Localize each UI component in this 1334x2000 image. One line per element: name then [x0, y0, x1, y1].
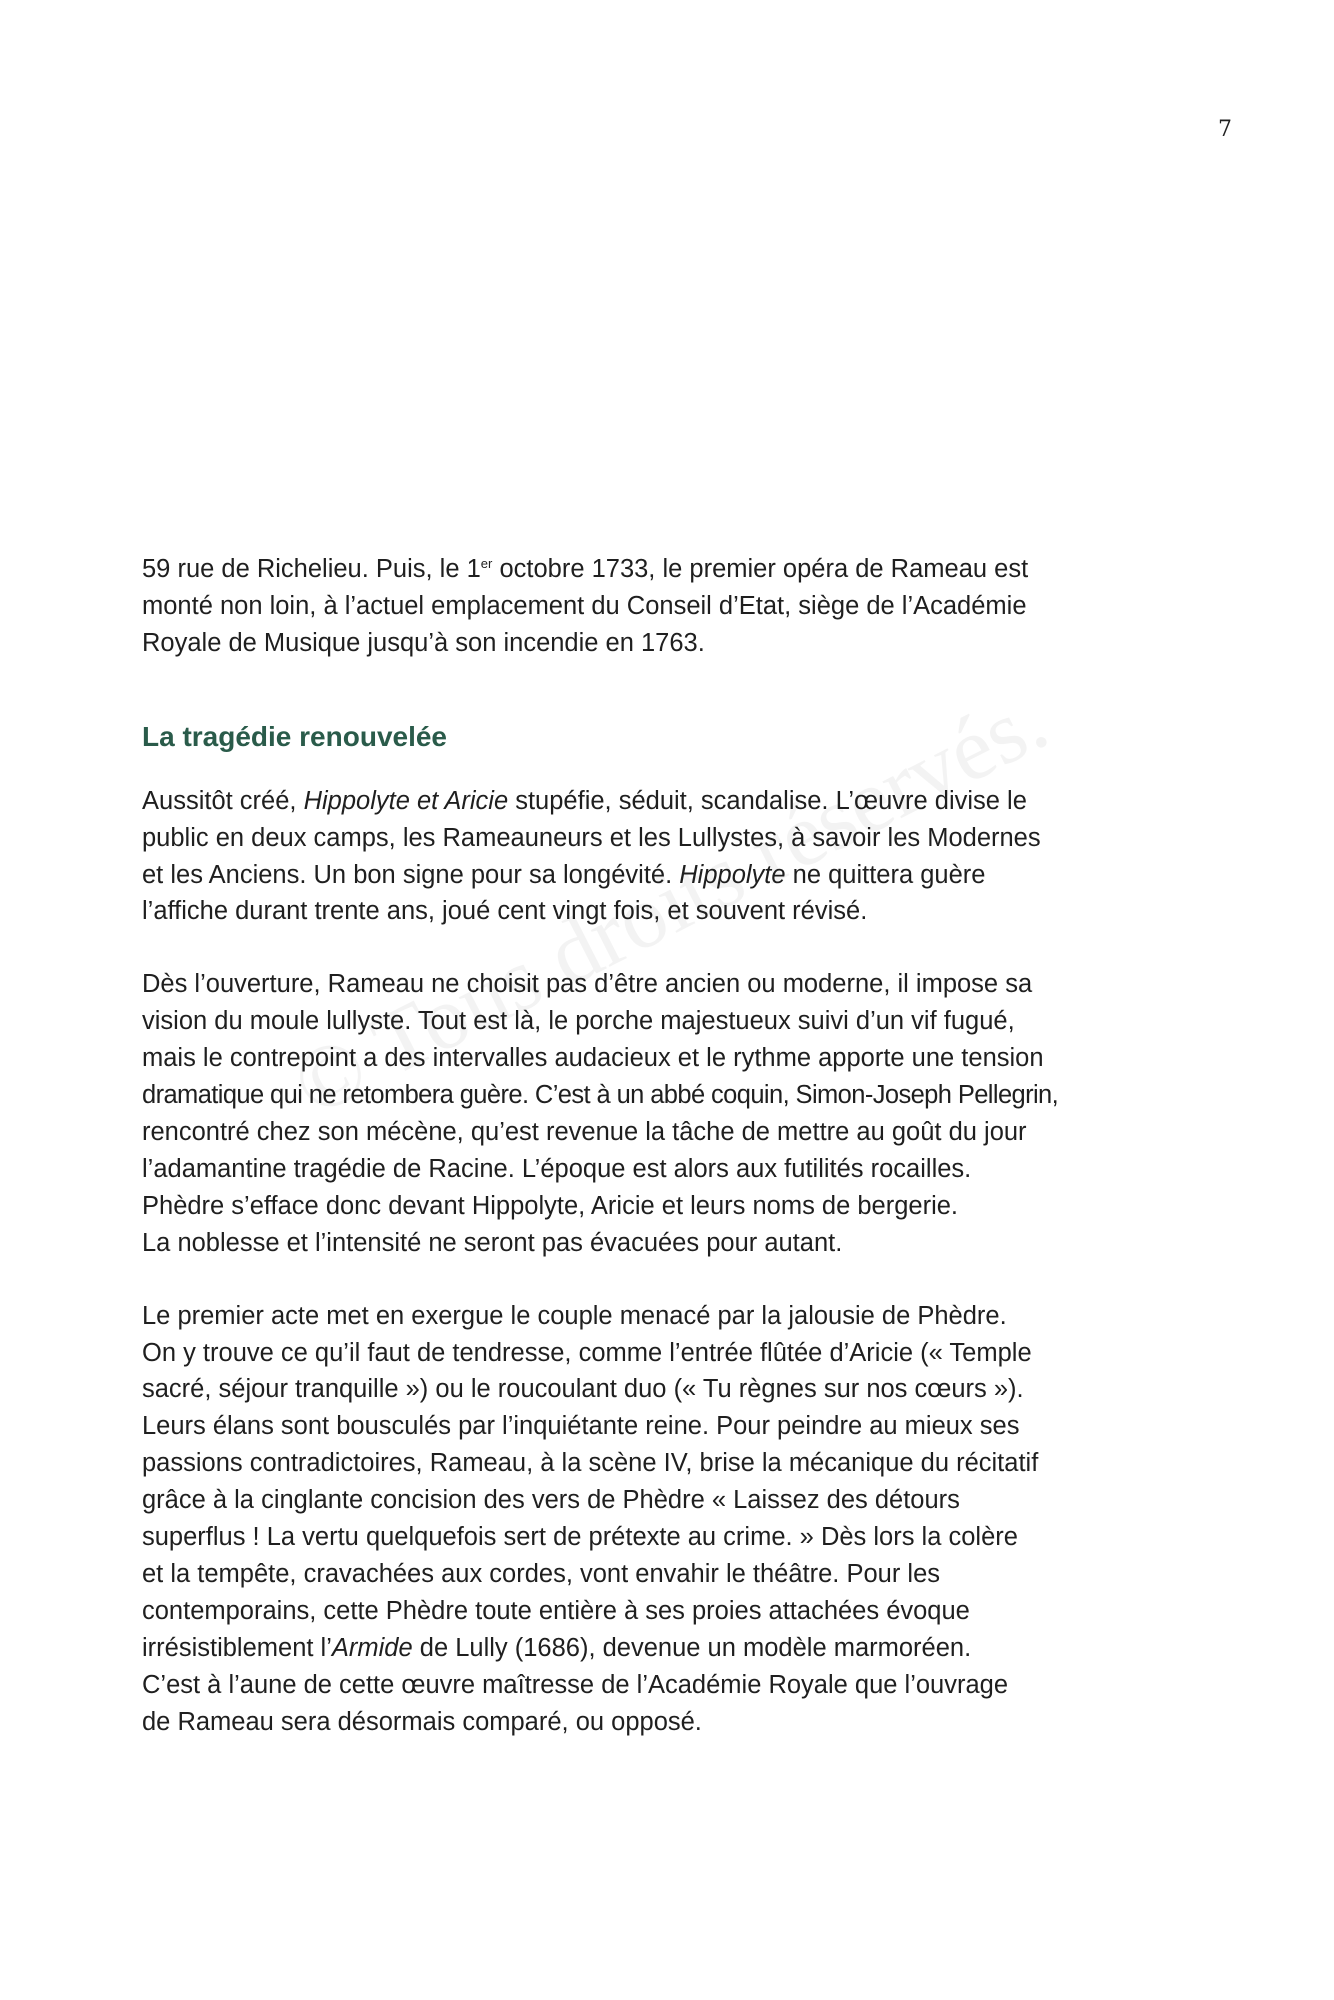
- work-title: Hippolyte: [679, 860, 786, 889]
- text-line: La noblesse et l’intensité ne seront pas évacuées pour autant.: [142, 1228, 843, 1257]
- page-number: 7: [1218, 117, 1232, 142]
- section-heading: La tragédie renouvelée: [142, 720, 448, 752]
- text-line: grâce à la cinglante concision des vers de Phèdre « Laissez des détours: [142, 1486, 960, 1515]
- text-line: contemporains, cette Phèdre toute entière à ses proies attachées évoque: [142, 1596, 970, 1625]
- text-line: 59 rue de Richelieu. Puis, le 1er octobre 1733, le premier opéra de Rameau est: [142, 555, 1029, 583]
- text-line: irrésistiblement l’Armide de Lully (1686), devenue un modèle marmoréen.: [142, 1633, 972, 1662]
- text-line: Aussitôt créé, Hippolyte et Aricie stupéfie, séduit, scandalise. L’œuvre divise le: [142, 786, 1027, 815]
- text-line: Leurs élans sont bousculés par l’inquiétante reine. Pour peindre au mieux ses: [142, 1412, 1020, 1441]
- text-line: rencontré chez son mécène, qu’est revenue la tâche de mettre au goût du jour: [142, 1117, 1027, 1146]
- text-line: Dès l’ouverture, Rameau ne choisit pas d’être ancien ou moderne, il impose sa: [142, 970, 1033, 999]
- page-content: [142, 551, 1192, 1740]
- paragraph-2: [142, 966, 1192, 1261]
- work-title: Armide: [331, 1633, 413, 1662]
- text-line: C’est à l’aune de cette œuvre maîtresse de l’Académie Royale que l’ouvrage: [142, 1670, 1009, 1699]
- text-line: Le premier acte met en exergue le couple menacé par la jalousie de Phèdre.: [142, 1301, 1007, 1330]
- text-line: mais le contrepoint a des intervalles audacieux et le rythme apporte une tension: [142, 1044, 1044, 1073]
- work-title: Hippolyte et Aricie: [303, 786, 509, 815]
- text-line: On y trouve ce qu’il faut de tendresse, comme l’entrée flûtée d’Aricie (« Temple: [142, 1338, 1032, 1367]
- text-line: et la tempête, cravachées aux cordes, vont envahir le théâtre. Pour les: [142, 1559, 941, 1588]
- text-line: monté non loin, à l’actuel emplacement du Conseil d’Etat, siège de l’Académie: [142, 591, 1027, 620]
- intro-paragraph: [142, 551, 1192, 662]
- text-line: sacré, séjour tranquille ») ou le roucoulant duo (« Tu règnes sur nos cœurs »).: [142, 1375, 1024, 1404]
- paragraph-1: [142, 783, 1192, 931]
- text-line: de Rameau sera désormais comparé, ou opposé.: [142, 1707, 702, 1736]
- text-line: passions contradictoires, Rameau, à la scène IV, brise la mécanique du récitatif: [142, 1449, 1039, 1478]
- ordinal-superscript: er: [480, 556, 493, 571]
- paragraph-3: [142, 1298, 1192, 1741]
- text-line: l’affiche durant trente ans, joué cent vingt fois, et souvent révisé.: [142, 897, 868, 926]
- text-line: dramatique qui ne retombera guère. C’est à un abbé coquin, Simon-Joseph Pellegrin,: [142, 1081, 1059, 1110]
- text-line: l’adamantine tragédie de Racine. L’époque est alors aux futilités rocailles.: [142, 1154, 972, 1183]
- text-line: superflus ! La vertu quelquefois sert de prétexte au crime. » Dès lors la colère: [142, 1523, 1018, 1552]
- text-line: vision du moule lullyste. Tout est là, le porche majestueux suivi d’un vif fugué,: [142, 1007, 1015, 1036]
- text-line: Royale de Musique jusqu’à son incendie en 1763.: [142, 628, 705, 657]
- text-line: et les Anciens. Un bon signe pour sa longévité. Hippolyte ne quittera guère: [142, 860, 986, 889]
- text-line: Phèdre s’efface donc devant Hippolyte, Aricie et leurs noms de bergerie.: [142, 1191, 958, 1220]
- text-line: public en deux camps, les Rameauneurs et les Lullystes, à savoir les Modernes: [142, 823, 1041, 852]
